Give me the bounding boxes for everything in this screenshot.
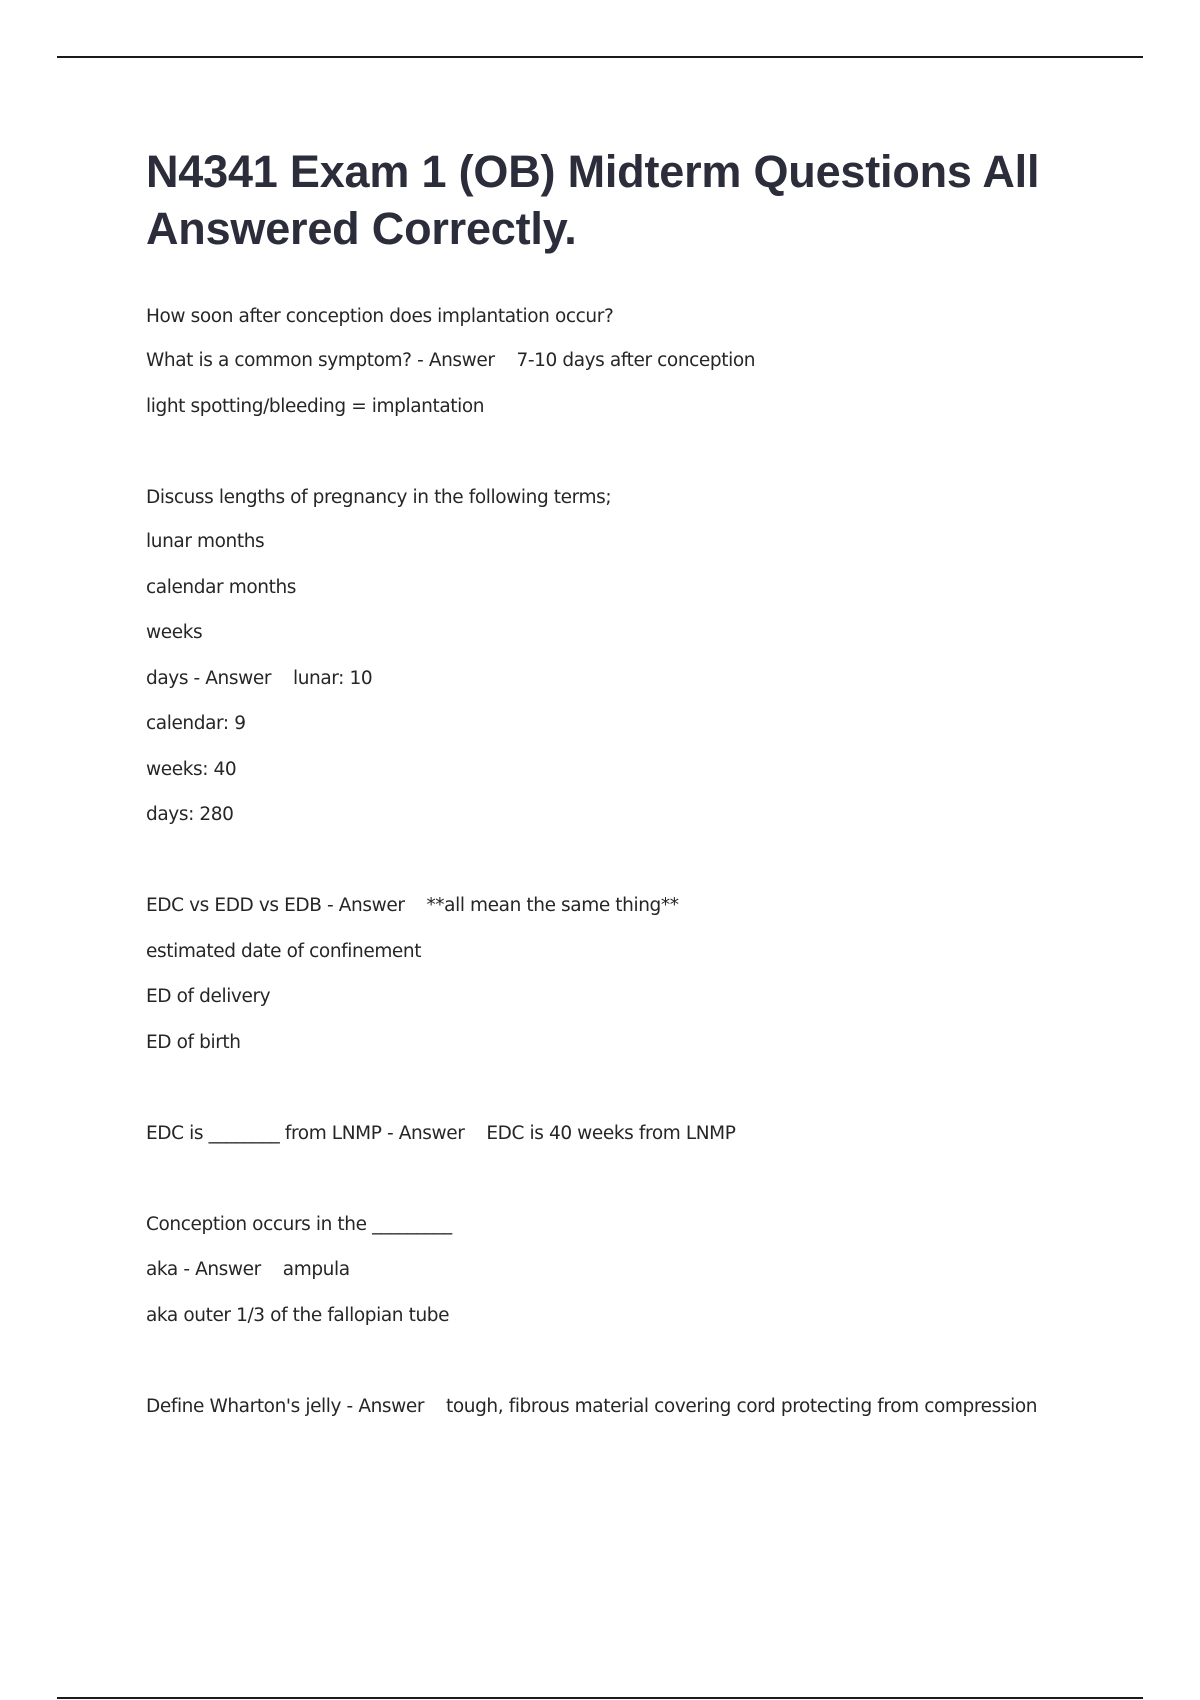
text-line: ED of birth (146, 1032, 241, 1053)
text-line: calendar: 9 (146, 713, 246, 734)
text-line: light spotting/bleeding = implantation (146, 396, 485, 417)
text-line: How soon after conception does implantation occur? (146, 306, 614, 327)
text-line: aka outer 1/3 of the fallopian tube (146, 1305, 450, 1326)
text-line: ED of delivery (146, 986, 271, 1007)
text-line: lunar months (146, 531, 265, 552)
text-line: What is a common symptom? - Answer 7-10 days after conception (146, 350, 756, 371)
text-line: estimated date of confinement (146, 941, 422, 962)
text-line: Discuss lengths of pregnancy in the following terms; (146, 487, 612, 508)
document-title: N4341 Exam 1 (OB) Midterm Questions All Answered Correctly. (146, 146, 1040, 254)
text-line: days - Answer lunar: 10 (146, 668, 373, 689)
text-line: calendar months (146, 577, 297, 598)
text-line: days: 280 (146, 804, 234, 825)
text-line: Conception occurs in the _________ (146, 1214, 452, 1235)
top-rule (57, 56, 1143, 58)
bottom-rule (57, 1697, 1143, 1699)
text-line: aka - Answer ampula (146, 1259, 350, 1280)
text-line: weeks (146, 622, 203, 643)
text-line: EDC vs EDD vs EDB - Answer **all mean the same thing** (146, 895, 679, 916)
text-line: weeks: 40 (146, 759, 237, 780)
text-line: Define Wharton's jelly - Answer tough, fibrous material covering cord protecting from compression (146, 1396, 1038, 1417)
text-line: EDC is ________ from LNMP - Answer EDC is 40 weeks from LNMP (146, 1123, 736, 1144)
